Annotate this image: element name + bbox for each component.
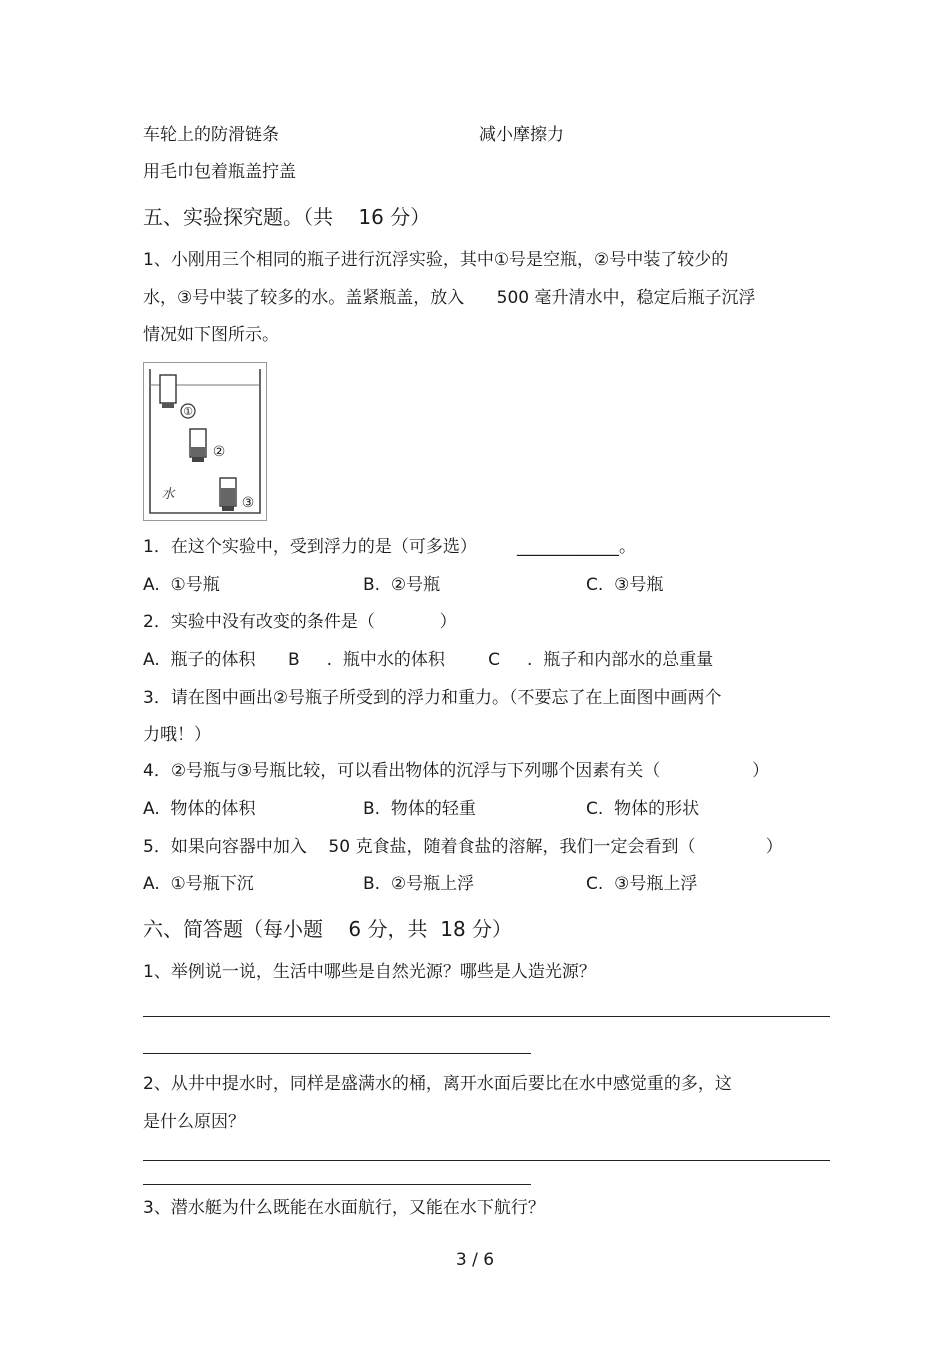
question-1-blank[interactable]: ____________。	[517, 537, 636, 557]
q5-option-b: B. ②号瓶上浮	[363, 874, 475, 894]
q4-option-c: C. 物体的形状	[586, 799, 700, 819]
bottle-1	[160, 375, 176, 403]
bottle-2-label: ②	[212, 444, 226, 460]
q1-option-b: B. ②号瓶	[363, 575, 441, 595]
intro-line-3: 情况如下图所示。	[143, 325, 279, 345]
section6-heading: 六、简答题（每小题 6 分，共 18 分）	[143, 917, 513, 941]
q5-option-a: A. ①号瓶下沉	[143, 874, 254, 894]
bottle-2-cap	[192, 457, 204, 462]
question-1-text: 1．在这个实验中，受到浮力的是（可多选）	[143, 537, 477, 557]
intro-line-1: 1、小刚用三个相同的瓶子进行沉浮实验，其中①号是空瓶，②号中装了较少的	[143, 250, 729, 270]
question-3-line-1: 3．请在图中画出②号瓶子所受到的浮力和重力。（不要忘了在上面图中画两个	[143, 688, 722, 708]
answer-line-1b[interactable]	[143, 1053, 531, 1054]
q5-option-c: C. ③号瓶上浮	[586, 874, 698, 894]
short-answer-2-line-2: 是什么原因？	[143, 1112, 245, 1132]
question-4-text: 4．②号瓶与③号瓶比较，可以看出物体的沉浮与下列哪个因素有关（ ）	[143, 761, 770, 781]
question-2-text: 2．实验中没有改变的条件是（ ）	[143, 612, 457, 632]
row1-left-text: 车轮上的防滑链条	[143, 125, 279, 145]
beaker-diagram	[144, 363, 266, 520]
answer-line-2b[interactable]	[143, 1184, 531, 1185]
page-number: 3 / 6	[455, 1250, 495, 1270]
experiment-figure	[143, 362, 267, 521]
answer-line-2a[interactable]	[143, 1160, 830, 1161]
bottle-3-label: ③	[241, 495, 255, 511]
row2-left-text: 用毛巾包着瓶盖拧盖	[143, 162, 296, 182]
bottle-2-water	[191, 447, 205, 457]
question-5-text: 5．如果向容器中加入 50 克食盐，随着食盐的溶解，我们一定会看到（ ）	[143, 837, 783, 857]
short-answer-1: 1、举例说一说，生活中哪些是自然光源？哪些是人造光源？	[143, 962, 596, 982]
water-label: 水	[161, 487, 175, 502]
short-answer-3: 3、潜水艇为什么既能在水面航行，又能在水下航行？	[143, 1198, 545, 1218]
q4-option-a: A. 物体的体积	[143, 799, 256, 819]
bottle-1-cap	[162, 403, 174, 408]
bottle-3-cap	[222, 506, 234, 511]
q1-option-a: A. ①号瓶	[143, 575, 220, 595]
section5-heading: 五、实验探究题。（共 16 分）	[143, 205, 431, 229]
intro-line-2: 水，③号中装了较多的水。盖紧瓶盖，放入 500 毫升清水中，稳定后瓶子沉浮	[143, 288, 756, 308]
row1-right-text: 减小摩擦力	[479, 125, 564, 145]
q4-option-b: B. 物体的轻重	[363, 799, 476, 819]
bottle-1-label: ①	[183, 405, 193, 418]
bottle-3-water	[221, 488, 235, 506]
q2-options: A. 瓶子的体积 B . 瓶中水的体积 C . 瓶子和内部水的总重量	[143, 650, 714, 670]
question-3-line-2: 力哦！）	[143, 725, 211, 745]
short-answer-2-line-1: 2、从井中提水时，同样是盛满水的桶，离开水面后要比在水中感觉重的多，这	[143, 1074, 732, 1094]
answer-line-1a[interactable]	[143, 1016, 830, 1017]
q1-option-c: C. ③号瓶	[586, 575, 664, 595]
